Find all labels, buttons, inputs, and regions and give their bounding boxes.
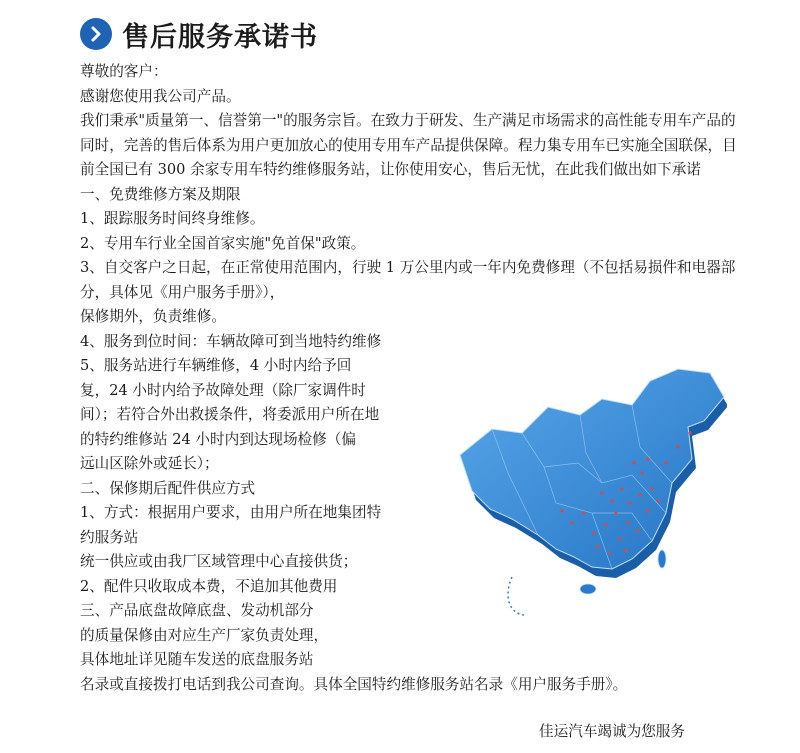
header [80, 14, 318, 54]
list-item: 3、自交客户之日起，在正常使用范围内，行驶 1 万公里内或一年内免费修理（不包括易损件和电器部分，具体见《用户服务手册》）， [80, 259, 736, 301]
chevron-right-icon [80, 18, 112, 50]
page-title: 售后服务承诺书 [122, 21, 318, 53]
list-item: 2、专用车行业全国首家实施"免首保"政策。 [80, 234, 366, 252]
list-item: 的特约维修站 24 小时内到达现场检修（偏 [80, 430, 356, 448]
list-item: 约服务站 [80, 528, 139, 546]
list-item: 统一供应或由我厂区域管理中心直接供货； [80, 553, 358, 570]
list-item: 4、服务到位时间：车辆故障可到当地特约维修 [80, 332, 382, 350]
section-heading-1: 一、免费维修方案及期限 [80, 185, 241, 203]
list-item: 1、方式：根据用户要求，由用户所在地集团特 [80, 504, 382, 521]
section-heading-2: 二、保修期后配件供应方式 [80, 479, 256, 497]
list-item: 的质量保修由对应生产厂家负责处理， [80, 626, 329, 644]
taiwan-island [658, 550, 666, 568]
list-item: 保修期外，负责维修。 [80, 308, 226, 325]
list-item: 复，24 小时内给予故障处理（除厂家调件时 [80, 381, 366, 399]
closing-signature: 佳运汽车竭诚为您服务 [539, 723, 685, 740]
list-item: 具体地址详见随车发送的底盘服务站 [80, 651, 314, 668]
list-item: 5、服务站进行车辆维修，4 小时内给予回 [80, 357, 352, 374]
thanks-line: 感谢您使用我公司产品。 [80, 87, 241, 105]
salutation: 尊敬的客户： [80, 63, 168, 80]
list-item: 1、跟踪服务时间终身维修。 [80, 210, 265, 227]
china-map-icon [452, 363, 727, 623]
list-item: 远山区除外或延长）； [80, 455, 219, 472]
list-item: 2、配件只收取成本费，不追加其他费用 [80, 577, 338, 595]
hainan-island [580, 584, 596, 594]
list-item: 名录或直接拨打电话到我公司查询。具体全国特约维修服务站名录《用户服务手册》。 [80, 675, 628, 693]
section-heading-3: 三、产品底盘故障底盘、发动机部分 [80, 602, 314, 619]
south-sea-line [508, 577, 524, 615]
intro-paragraph: 我们秉承"质量第一、信誉第一"的服务宗旨。在致力于研发、生产满足市场需求的高性能专用车产品的同时，完善的售后体系为用户更加放心的使用专用车产品提供保障。程力集专用车已实施全国联保，目前全国已有 300 余家专用车特约维修服务站，让你使用安心，售后无忧，在此我们做出如下承诺 [80, 112, 737, 178]
list-item: 间）；若符合外出救援条件，将委派用户所在地 [80, 406, 380, 423]
